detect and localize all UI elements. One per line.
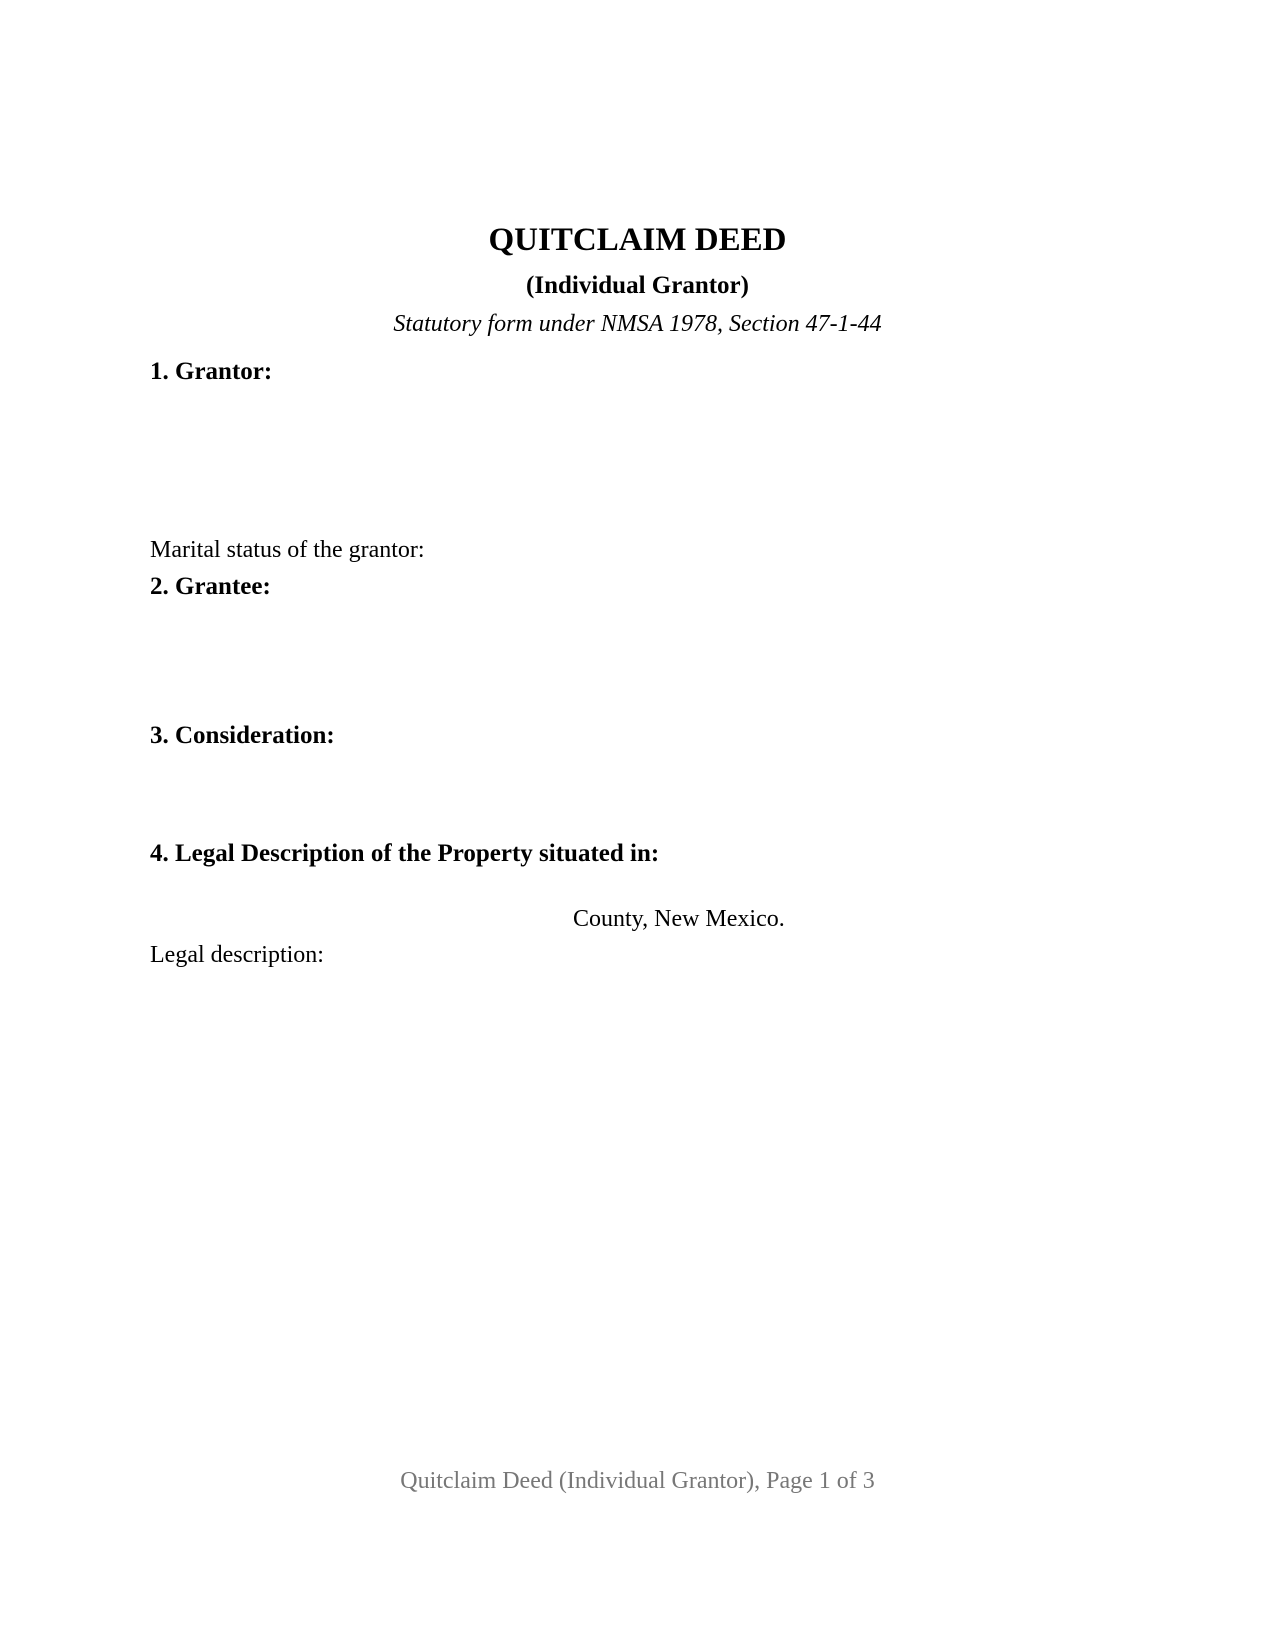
page-footer: Quitclaim Deed (Individual Grantor), Page 1 of 3	[400, 1468, 875, 1494]
legal-description-field[interactable]	[150, 980, 1125, 1380]
property-heading: 4. Legal Description of the Property situated in:	[150, 840, 660, 867]
county-field[interactable]	[150, 905, 560, 935]
county-suffix: County, New Mexico.	[573, 906, 785, 932]
grantor-name-field[interactable]	[150, 395, 1125, 525]
statute-reference: Statutory form under NMSA 1978, Section 47-1-44	[393, 311, 882, 337]
legal-description-label: Legal description:	[150, 942, 324, 968]
marital-status-label: Marital status of the grantor:	[150, 537, 425, 563]
grantee-heading: 2. Grantee:	[150, 573, 271, 600]
consideration-heading: 3. Consideration:	[150, 722, 335, 749]
grantee-name-field[interactable]	[150, 610, 1125, 720]
consideration-field[interactable]	[150, 760, 1125, 830]
document-subtitle: (Individual Grantor)	[526, 272, 749, 299]
document-title: QUITCLAIM DEED	[488, 222, 787, 258]
marital-status-field[interactable]	[440, 537, 1125, 567]
grantor-heading: 1. Grantor:	[150, 358, 273, 385]
